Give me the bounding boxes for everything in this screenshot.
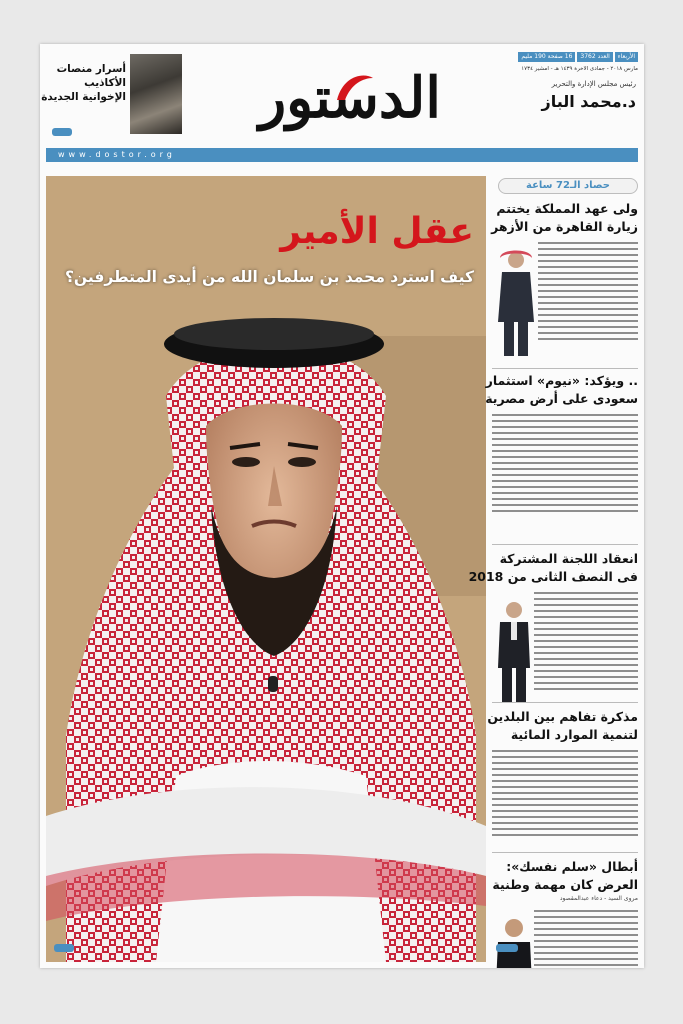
story-body-text [492, 750, 638, 840]
person-photo-icon [494, 914, 534, 968]
teaser-photo [130, 54, 182, 134]
divider [492, 702, 638, 703]
issue-pages-price: 16 صفحة 190 مليم [518, 52, 575, 62]
sidebar-story[interactable] [468, 550, 638, 586]
prince-portrait-image [46, 176, 486, 962]
page-tag [52, 128, 72, 136]
issue-number: العدد 3762 [577, 52, 612, 62]
story-title-line: فى النصف الثانى من 2018 [468, 569, 638, 584]
divider [492, 544, 638, 545]
sidebar-story[interactable] [487, 708, 638, 744]
story-title-line: لتنمية الموارد المائية [510, 727, 638, 742]
story-title-line: انعقاد اللجنة المشتركة [499, 551, 638, 566]
chairman-name: د.محمد الباز [541, 92, 636, 111]
story-body-text [492, 414, 638, 516]
sidebar-news [468, 176, 640, 962]
page-tag [54, 944, 74, 952]
logo-red-swoosh-icon [333, 70, 377, 106]
story-body-text [534, 592, 638, 694]
logo-text: الدستور [259, 65, 441, 131]
story-title-line: العرض كان مهمة وطنية [492, 877, 638, 892]
page-tag [496, 944, 518, 952]
story-title-line: ولى عهد المملكة يختتم [496, 201, 638, 216]
newspaper-logo[interactable] [235, 58, 465, 138]
story-byline: مروى السيد - دعاء عبدالمقصود [559, 895, 638, 902]
teaser-headline [40, 62, 126, 104]
teaser-box[interactable] [41, 54, 192, 138]
person-photo-icon [494, 596, 534, 706]
story-title-line: .. ويؤكد: «نيوم» استثمار [485, 373, 638, 388]
issue-day: الأربعاء [615, 52, 638, 62]
story-title-line: سعودى على أرض مصرية [485, 391, 638, 406]
chairman-label: رئيس مجلس الإدارة والتحرير [551, 80, 636, 88]
person-photo-icon [494, 244, 538, 360]
sidebar-story[interactable] [492, 200, 638, 236]
divider [492, 852, 638, 853]
teaser-line-3: الإخوانية الجديدة [41, 91, 126, 103]
story-body-text [534, 910, 638, 968]
sidebar-story[interactable] [485, 372, 638, 408]
section-tab-72-hours[interactable]: حصاد الـ72 ساعة [498, 178, 638, 194]
url-bar[interactable] [46, 148, 638, 162]
teaser-line-2: الأكاذيب [84, 77, 126, 89]
main-headline: عقل الأمير [280, 211, 474, 252]
sidebar-story[interactable] [492, 858, 638, 904]
story-body-text [538, 242, 638, 344]
masthead [40, 44, 644, 146]
hero-photo [46, 176, 486, 962]
story-title-line: أبطال «سلم نفسك»: [506, 859, 638, 874]
issue-date: مارس ٢٠١٨ - جمادى الآخرة ١٤٣٩ هـ - أمشير ١٧٣٤ [521, 66, 638, 72]
story-title-line: مذكرة تفاهم بين البلدين [487, 709, 638, 724]
newspaper-page [40, 44, 644, 968]
main-subheadline: كيف استرد محمد بن سلمان الله من أيدى المتطرفين؟ [64, 268, 474, 286]
issue-meta [460, 52, 638, 62]
divider [492, 368, 638, 369]
website-url: www.dostor.org [58, 150, 176, 159]
story-title-line: زيارة القاهرة من الأزهر [491, 219, 638, 234]
teaser-line-1: أسرار منصات [56, 63, 126, 75]
